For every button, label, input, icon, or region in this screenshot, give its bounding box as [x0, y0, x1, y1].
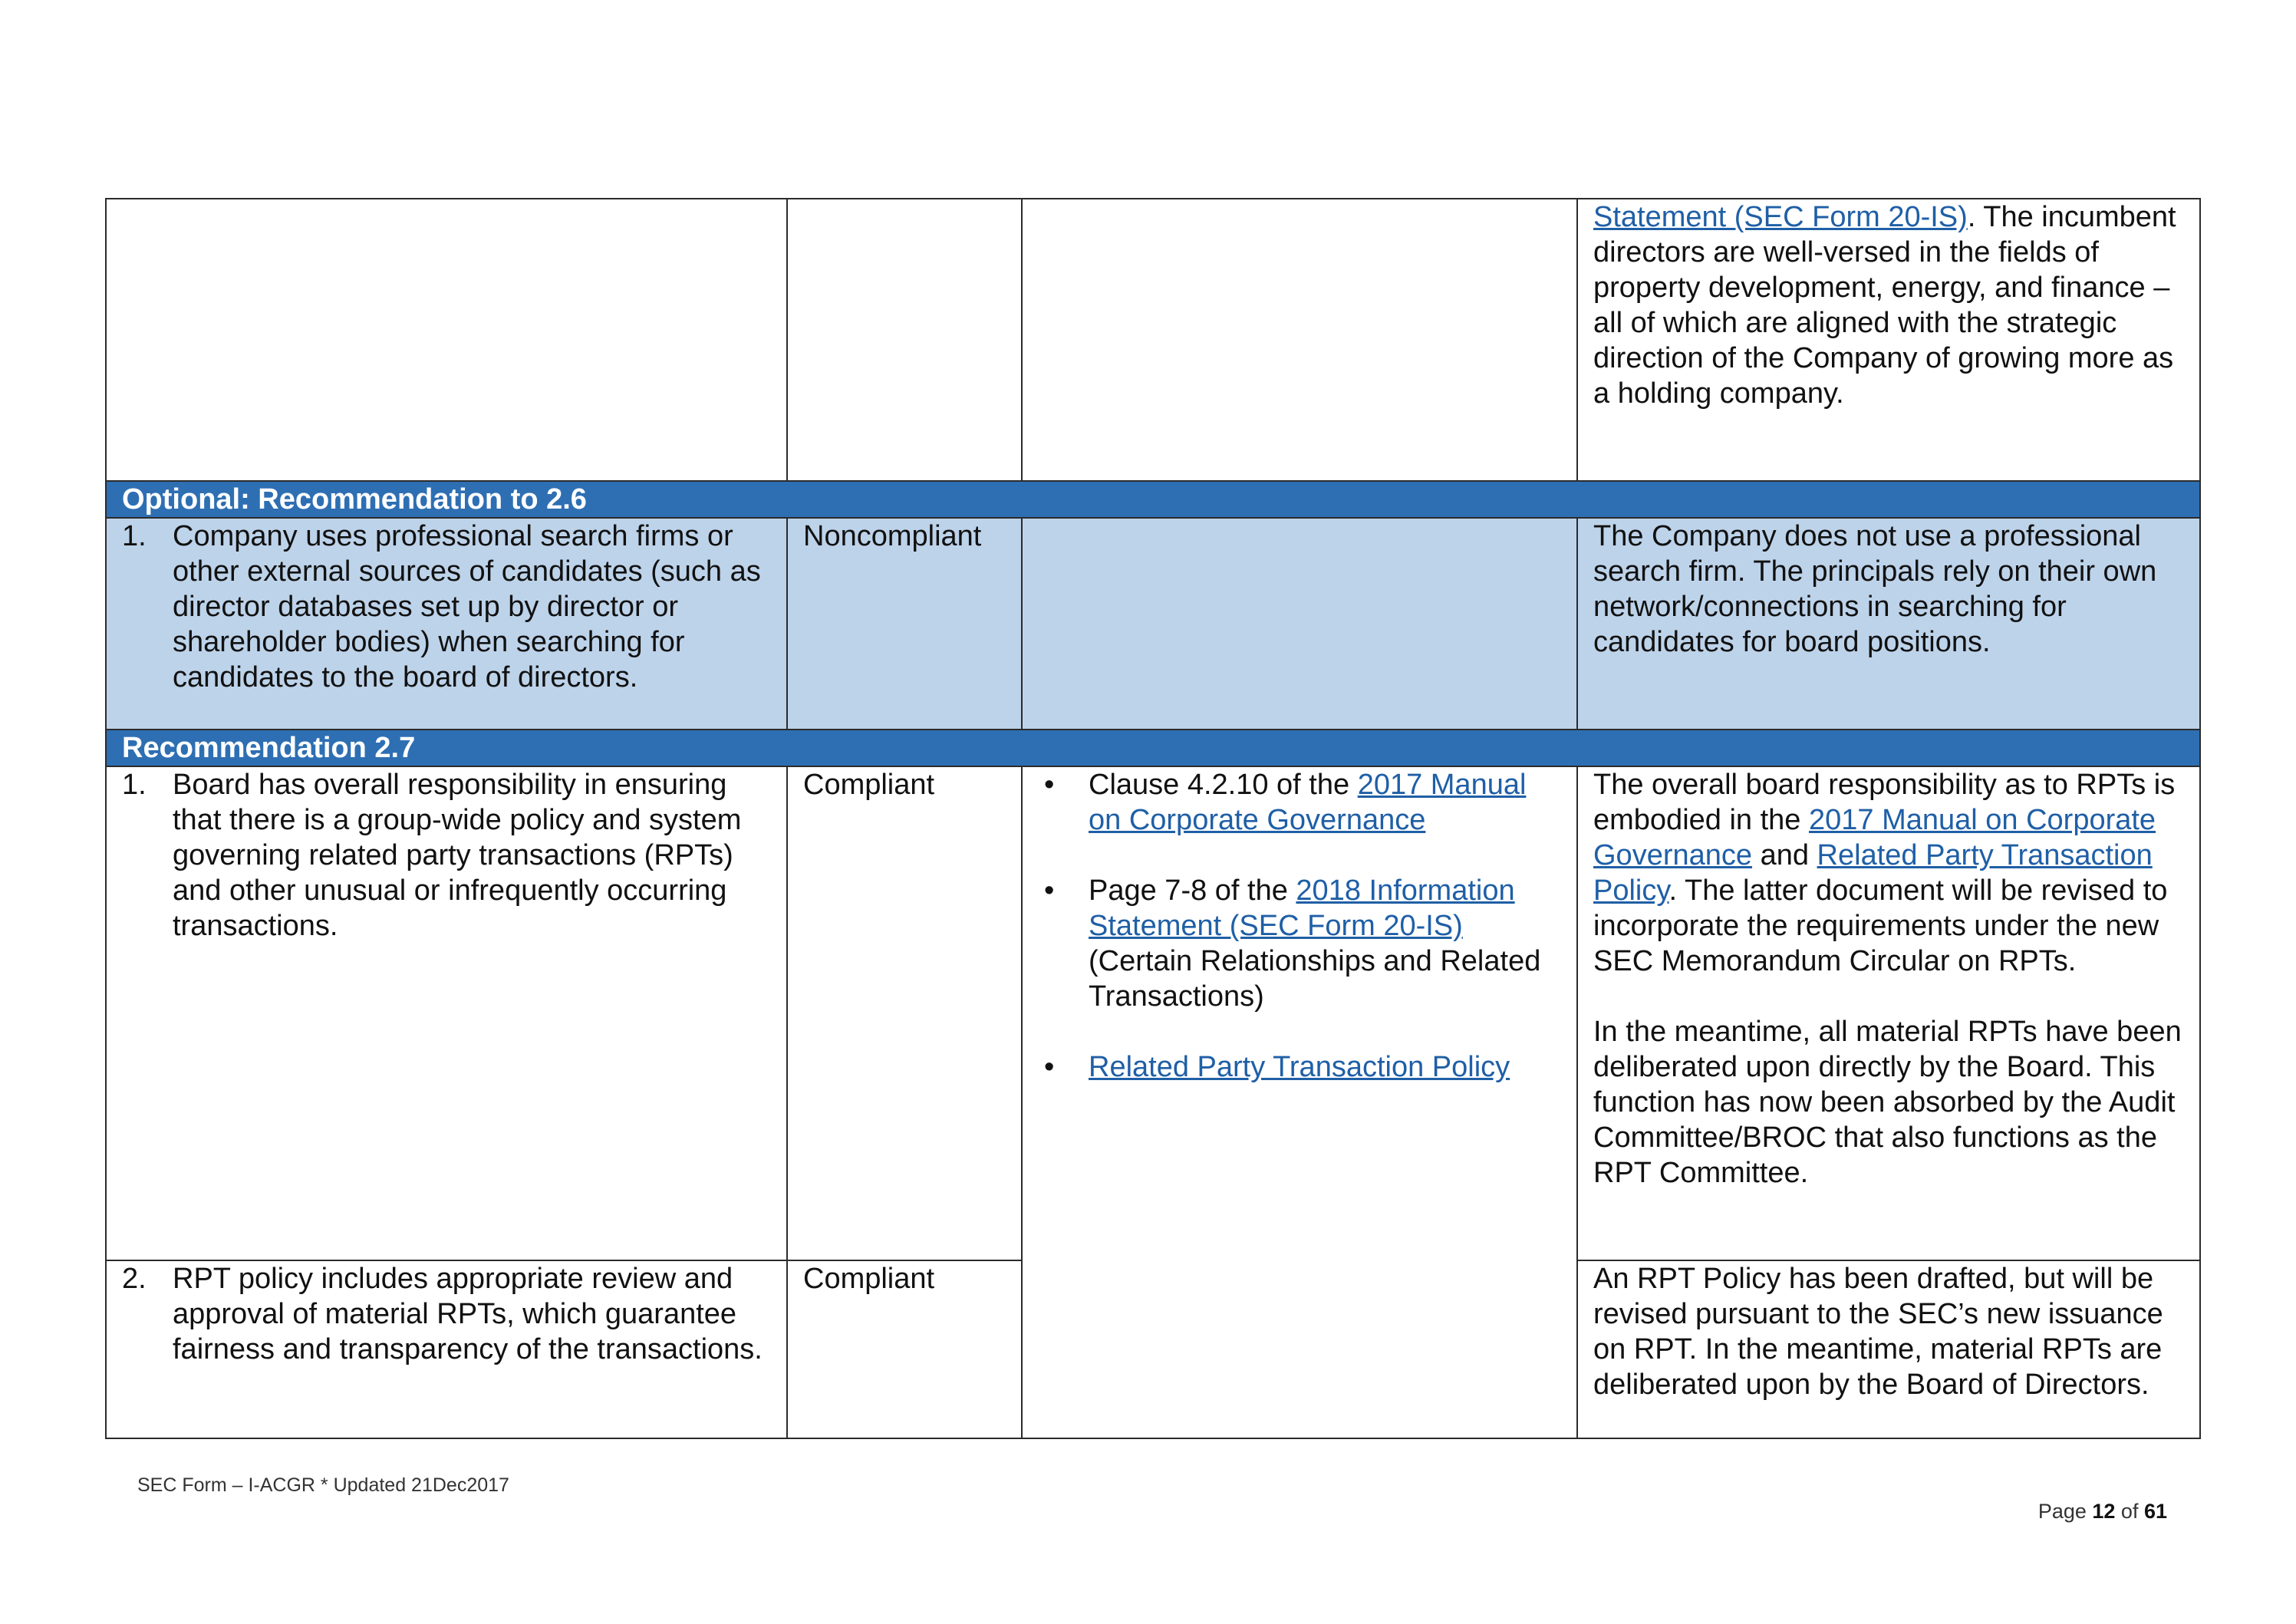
manual-corporate-governance-link[interactable]: 2017 Manual on Corporate Governance — [1593, 804, 2156, 871]
item-number: 2. — [122, 1263, 147, 1295]
continued-row — [106, 199, 2200, 481]
footer-form-label: SEC Form – I-ACGR * Updated 21Dec2017 — [137, 1474, 509, 1496]
recommendation-text: RPT policy includes appropriate review and approval of material RPTs, which guarantee fairness and transparency of the transactions. — [173, 1263, 763, 1365]
remarks-text: and — [1752, 839, 1817, 871]
info-statement-link[interactable]: Statement (SEC Form 20-IS) — [1593, 201, 1968, 233]
bullet-icon: • — [1044, 769, 1055, 801]
reference-cell — [1022, 766, 1577, 1438]
section-title-2-6: Optional: Recommendation to 2.6 — [106, 481, 2200, 518]
list-item — [1038, 873, 1561, 1014]
recommendation-cell — [106, 766, 787, 1260]
page-label: Page — [2037, 1500, 2093, 1523]
table-row — [106, 518, 2200, 730]
status-cell — [787, 766, 1022, 1260]
continued-recommendation-cell — [106, 199, 787, 481]
remarks-paragraph: In the meantime, all material RPTs have been deliberated upon directly by the Board. This function has now been absorbed by the Audit Committee/BROC that also functions as the RPT Committee. — [1593, 1016, 2182, 1189]
remarks-text: The overall board responsibility as to RPTs is embodied in the — [1593, 769, 2176, 836]
compliance-status: Noncompliant — [803, 520, 982, 552]
remarks-paragraph — [1593, 767, 2184, 979]
section-title-2-7: Recommendation 2.7 — [106, 730, 2200, 766]
status-cell — [787, 518, 1022, 730]
status-cell — [787, 1260, 1022, 1438]
page-number — [2038, 1500, 2167, 1524]
current-page: 12 — [2092, 1500, 2116, 1523]
remarks-cell — [1577, 766, 2200, 1260]
information-statement-link[interactable]: 2018 Information Statement (SEC Form 20-IS) — [1089, 875, 1515, 942]
remarks-cell — [1577, 518, 2200, 730]
remarks-cell — [1577, 1260, 2200, 1438]
recommendation-text: Board has overall responsibility in ensuring that there is a group-wide policy and system governing related party transactions (RPTs) and other unusual or infrequently occurring transactions. — [173, 769, 742, 942]
item-number: 1. — [122, 769, 147, 801]
bullet-icon: • — [1044, 1051, 1055, 1083]
recommendation-cell — [106, 1260, 787, 1438]
continued-remarks-cell — [1577, 199, 2200, 481]
recommendation-cell — [106, 518, 787, 730]
reference-list — [1038, 767, 1561, 1085]
list-item — [1038, 767, 1561, 838]
compliance-status: Compliant — [803, 769, 935, 801]
list-item — [1038, 1049, 1561, 1085]
bullet-icon: • — [1044, 875, 1055, 907]
acgr-table — [105, 198, 2201, 1439]
manual-corporate-governance-link[interactable]: 2017 Manual on Corporate Governance — [1089, 769, 1527, 836]
remarks-text: The Company does not use a professional search firm. The principals rely on their own network/connections in searching for candidates for board positions. — [1593, 520, 2157, 658]
table-row — [106, 766, 2200, 1260]
remarks-text: An RPT Policy has been drafted, but will be revised pursuant to the SEC’s new issuance on RPT. In the meantime, material RPTs are deliberated upon by the Board of Directors. — [1593, 1263, 2163, 1401]
reference-text: Page 7-8 of the — [1089, 875, 1296, 907]
continued-status-cell — [787, 199, 1022, 481]
section-header-2-6 — [106, 481, 2200, 518]
item-number: 1. — [122, 520, 147, 552]
reference-text: Clause 4.2.10 of the — [1089, 769, 1358, 801]
continued-reference-cell — [1022, 199, 1577, 481]
compliance-status: Compliant — [803, 1263, 935, 1295]
rpt-policy-link[interactable]: Related Party Transaction Policy — [1593, 839, 2153, 907]
reference-cell — [1022, 518, 1577, 730]
continued-remarks-text: . The incumbent directors are well-versed in the fields of property development, energy, and finance – all of which are aligned with the strategic direction of the Company of growing more as a holding company. — [1593, 201, 2176, 410]
reference-text: (Certain Relationships and Related Transactions) — [1089, 945, 1541, 1013]
total-pages: 61 — [2143, 1500, 2167, 1523]
rpt-policy-link[interactable]: Related Party Transaction Policy — [1089, 1051, 1510, 1083]
page-of-label: of — [2115, 1500, 2144, 1523]
remarks-text: . The latter document will be revised to incorporate the requirements under the new SEC Memorandum Circular on RPTs. — [1593, 875, 2168, 977]
section-header-2-7 — [106, 730, 2200, 766]
recommendation-text: Company uses professional search firms or other external sources of candidates (such as director databases set up by director or shareholder bodies) when searching for candidates to the board of directors. — [173, 520, 761, 693]
